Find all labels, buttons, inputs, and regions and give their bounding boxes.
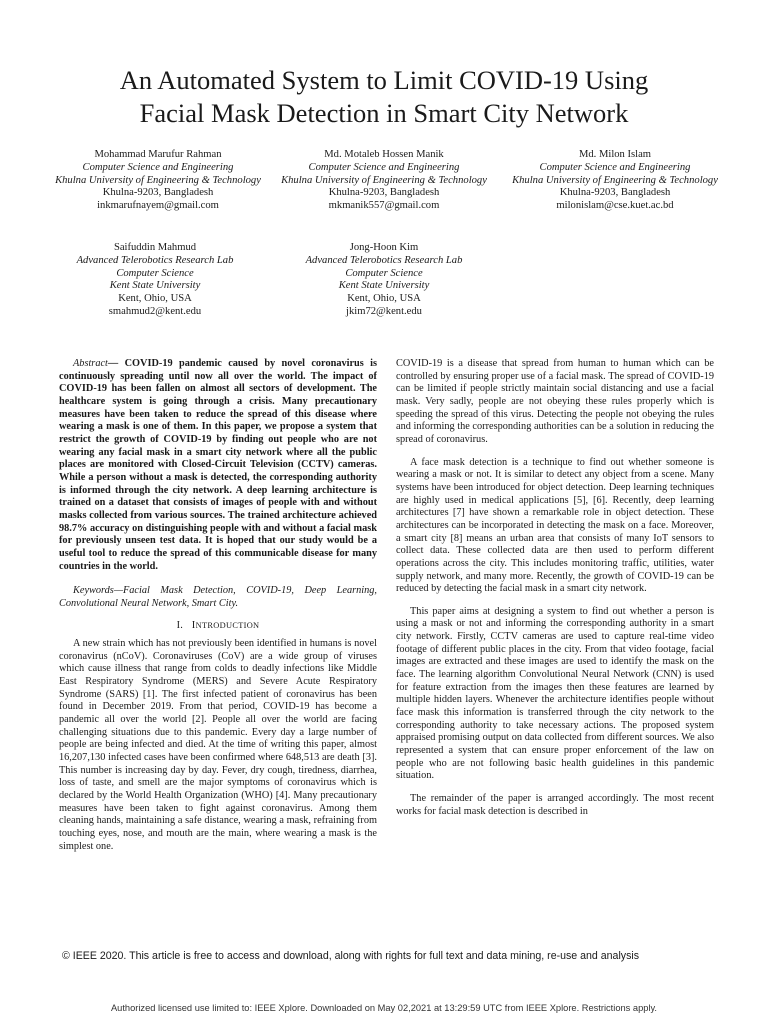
abstract-dash: — (107, 358, 125, 369)
author-org: Kent State University (109, 280, 201, 292)
author-name: Mohammad Marufur Rahman (94, 149, 222, 160)
author-address: Khulna-9203, Bangladesh (559, 187, 671, 199)
author-address: Kent, Ohio, USA (347, 293, 421, 305)
body-paragraph-3: A face mask detection is a technique to find out whether someone is wearing a mask or not. It is similar to detect any object from a scene. Many systems have been introduced for object detection. Deep learning techniques are highly used in medical applications [5], [6]. Recently, deep learning architectures [7] have shown a remarkable role in object detection. These architectures can be incorporated in detecting the mask on a face. Moreover, a smart city [8] means an urban area that consists of many IoT sensors to collect data. These collected data are then used to perform different operations across the city. This includes monitoring traffic, utilities, water supply network, and many more. Recently, the growth of COVID-19 can be reduced by detecting the facial mask in a smart city network. (396, 456, 714, 595)
section-number: I. (176, 620, 184, 632)
keywords-dash: — (113, 585, 123, 597)
keywords-label: Keywords (73, 585, 114, 597)
author-email: mkmanik557@gmail.com (328, 200, 440, 212)
author-name: Md. Motaleb Hossen Manik (324, 149, 444, 160)
author-email: milonislam@cse.kuet.ac.bd (556, 200, 674, 212)
paper-title-line-2: Facial Mask Detection in Smart City Network (139, 98, 629, 128)
section-heading-introduction (59, 620, 377, 633)
author-org: Khulna University of Engineering & Technology (512, 174, 718, 186)
paper-title (40, 64, 728, 130)
author-org: Khulna University of Engineering & Technology (55, 174, 261, 186)
author-lab: Advanced Telerobotics Research Lab (305, 254, 463, 266)
author-dept: Computer Science (345, 267, 423, 279)
author-email: inkmarufnayem@gmail.com (97, 200, 219, 212)
author-name: Jong-Hoon Kim (349, 242, 419, 253)
body-paragraph-2: COVID-19 is a disease that spread from human to human which can be controlled by ensuring proper use of a facial mask. The spread of COVID-19 can be limited if people strictly maintain social distancing and use a facial mask. Very sadly, people are not obeying these rules properly which is speeding the spread of this virus. Detecting the people not obeying the rules and informing the corresponding authorities can be a solution in reducing the spread of coronavirus. (396, 358, 714, 445)
author-name: Saifuddin Mahmud (113, 242, 197, 253)
paper-title-line-1: An Automated System to Limit COVID-19 Using (119, 65, 649, 95)
author-dept: Computer Science and Engineering (539, 161, 691, 173)
author-email: smahmud2@kent.edu (108, 305, 202, 317)
author-block-2 (269, 149, 499, 213)
author-block-4 (40, 242, 270, 319)
body-paragraph-1: A new strain which has not previously been identified in humans is novel coronavirus (nCoV). Coronaviruses (CoV) are a wide group of viruses which cause illness that range from colds to deadly infections like Middle East Respiratory Syndrome (MERS) and Severe Acute Respiratory Syndrome (SARS) [1]. The first infected patient of coronavirus has been found in December 2019. From that period, COVID-19 has become a pandemic all over the world [2]. People all over the world are facing challenging situations due to this pandemic. Every day a large number of people are being infected and died. At the time of writing this paper, almost 16,207,130 infected cases have been confirmed where 648,513 are death [3]. This number is increasing day by day. Fever, dry cough, tiredness, diarrhea, loss of taste, and smell are the major symptoms of coronavirus which is declared by the World Health Organization (WHO) [4]. Many precautionary measures have been taken to fight against coronavirus. Among them cleaning hands, maintaining a safe distance, wearing a mask, refraining from touching eyes, nose, and mouth are the main, where wearing a mask is the simplest one. (59, 638, 377, 852)
author-block-3 (500, 149, 730, 213)
abstract (59, 358, 377, 573)
author-lab: Advanced Telerobotics Research Lab (76, 254, 234, 266)
section-title-initial: I (191, 620, 196, 632)
abstract-text: COVID-19 pandemic caused by novel coronavirus is continuously spreading until now all over the world. The impact of COVID-19 has been fallen on almost all sectors of development. The healthcare system is going through a crisis. Many precautionary measures have been taken to reduce the spread of this disease where wearing a mask is one of them. In this paper, we propose a system that restrict the growth of COVID-19 by finding out people who are not wearing any facial mask in a smart city network where all the public places are monitored with Closed-Circuit Television (CCTV) cameras. While a person without a mask is detected, the corresponding authority is informed through the city network. A deep learning architecture is trained on a dataset that consists of images of people with and without masks collected from various sources. The trained architecture achieved 98.7% accuracy on distinguishing people with and without a facial mask for previously unseen test data. It is hoped that our study would be a useful tool to reduce the spread of this communicable disease for many countries in the world. (59, 358, 377, 572)
abstract-label: Abstract (73, 358, 108, 369)
author-block-5 (269, 242, 499, 319)
body-paragraph-5: The remainder of the paper is arranged accordingly. The most recent works for facial mask detection is described in (396, 793, 714, 817)
right-column (396, 358, 714, 818)
keywords-text: Facial Mask Detection, COVID-19, Deep Learning, Convolutional Neural Network, Smart City. (59, 585, 377, 609)
author-dept: Computer Science and Engineering (82, 161, 234, 173)
body-paragraph-4: This paper aims at designing a system to find out whether a person is using a mask or not and informing the corresponding authority in a smart city network. Firstly, CCTV cameras are used to capture real-time video footage of different public places in the city. From that video footage, facial images are extracted and these images are used to identify the mask on the face. The learning algorithm Convolutional Neural Network (CNN) is used for feature extraction from the images then these features are learned by multiple hidden layers. Whenever the architecture identifies people without face mask this information is transferred through the city network to the corresponding authority to take necessary actions. The proposed system appraised promising output on data collected from different sources. We also represented a system that can ensure proper enforcement of the law on people who are not following basic health guidelines in this pandemic situation. (396, 605, 714, 782)
left-column (59, 358, 377, 853)
author-dept: Computer Science and Engineering (308, 161, 460, 173)
author-name: Md. Milon Islam (578, 149, 652, 160)
author-address: Khulna-9203, Bangladesh (102, 187, 214, 199)
author-block-1 (43, 149, 273, 213)
keywords (59, 585, 377, 610)
copyright-notice: © IEEE 2020. This article is free to access and download, along with rights for full text and data mining, re-use and analysis (62, 950, 640, 962)
author-org: Kent State University (338, 280, 430, 292)
author-email: jkim72@kent.edu (346, 305, 422, 317)
author-address: Khulna-9203, Bangladesh (328, 187, 440, 199)
author-address: Kent, Ohio, USA (118, 293, 192, 305)
author-dept: Computer Science (116, 267, 194, 279)
author-org: Khulna University of Engineering & Technology (281, 174, 487, 186)
license-footer: Authorized licensed use limited to: IEEE Xplore. Downloaded on May 02,2021 at 13:29:59 UTC from IEEE Xplore. Restrictions apply. (110, 1003, 658, 1013)
section-title-rest: NTRODUCTION (195, 621, 260, 631)
